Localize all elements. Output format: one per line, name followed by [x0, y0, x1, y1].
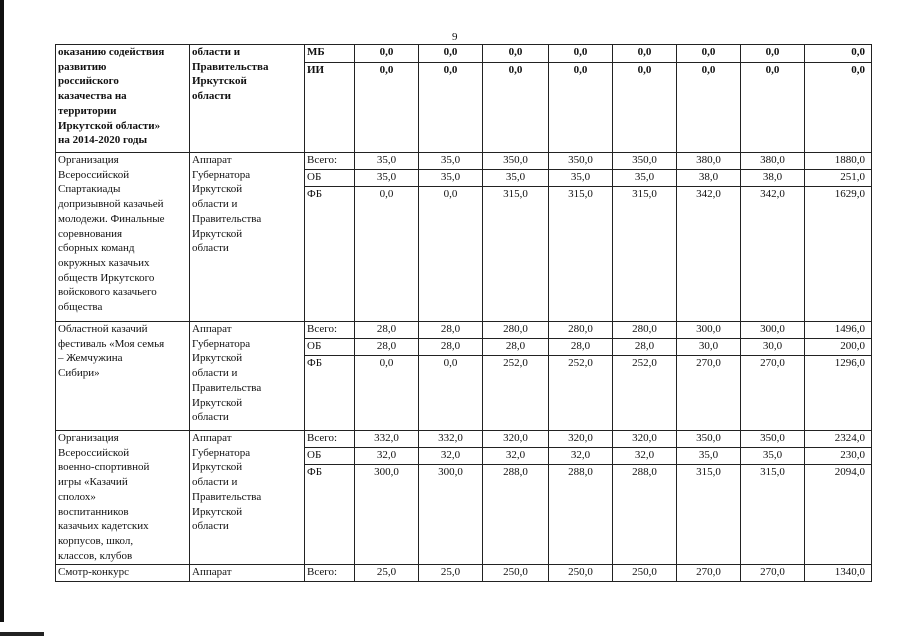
activity-name-cell: оказанию содействия развитию российского казачества на территории Иркутской области» на 2014-2020 годы — [56, 45, 190, 153]
year-value-cell: 28,0 — [419, 339, 483, 356]
year-value-cell: 315,0 — [677, 465, 741, 565]
year-value-cell: 332,0 — [355, 431, 419, 448]
year-value-cell: 0,0 — [483, 45, 549, 63]
year-value-cell: 250,0 — [483, 565, 549, 582]
year-value-cell: 300,0 — [419, 465, 483, 565]
year-value-cell: 250,0 — [549, 565, 613, 582]
year-value-cell: 320,0 — [483, 431, 549, 448]
total-value-cell: 1340,0 — [805, 565, 872, 582]
year-value-cell: 0,0 — [549, 63, 613, 153]
funding-source-cell: МБ — [305, 45, 355, 63]
year-value-cell: 0,0 — [355, 63, 419, 153]
executor-cell: Аппарат Губернатора Иркутской области и Правительства Иркутской области — [190, 153, 305, 322]
year-value-cell: 35,0 — [419, 170, 483, 187]
year-value-cell: 270,0 — [677, 565, 741, 582]
year-value-cell: 300,0 — [741, 322, 805, 339]
table-row — [56, 153, 872, 170]
year-value-cell: 0,0 — [677, 45, 741, 63]
table-row — [56, 45, 872, 63]
year-value-cell: 0,0 — [613, 45, 677, 63]
funding-source-cell: Всего: — [305, 431, 355, 448]
year-value-cell: 252,0 — [549, 356, 613, 431]
scan-bottom-mark — [0, 632, 44, 636]
funding-source-cell: ФБ — [305, 187, 355, 322]
total-value-cell: 200,0 — [805, 339, 872, 356]
year-value-cell: 288,0 — [613, 465, 677, 565]
year-value-cell: 380,0 — [677, 153, 741, 170]
year-value-cell: 0,0 — [355, 45, 419, 63]
year-value-cell: 35,0 — [483, 170, 549, 187]
year-value-cell: 350,0 — [549, 153, 613, 170]
funding-source-cell: ФБ — [305, 465, 355, 565]
activity-name-cell: Областной казачий фестиваль «Моя семья – Жемчужина Сибири» — [56, 322, 190, 431]
year-value-cell: 35,0 — [677, 448, 741, 465]
year-value-cell: 30,0 — [677, 339, 741, 356]
year-value-cell: 28,0 — [549, 339, 613, 356]
total-value-cell: 0,0 — [805, 63, 872, 153]
funding-source-cell: ОБ — [305, 170, 355, 187]
funding-source-cell: ФБ — [305, 356, 355, 431]
year-value-cell: 320,0 — [613, 431, 677, 448]
year-value-cell: 0,0 — [419, 63, 483, 153]
table-row — [56, 431, 872, 448]
year-value-cell: 252,0 — [483, 356, 549, 431]
year-value-cell: 320,0 — [549, 431, 613, 448]
year-value-cell: 288,0 — [549, 465, 613, 565]
year-value-cell: 28,0 — [419, 322, 483, 339]
funding-source-cell: ИИ — [305, 63, 355, 153]
funding-source-cell: ОБ — [305, 448, 355, 465]
year-value-cell: 35,0 — [613, 170, 677, 187]
total-value-cell: 1880,0 — [805, 153, 872, 170]
activity-name-cell: Смотр-конкурс — [56, 565, 190, 582]
program-table — [55, 44, 872, 582]
year-value-cell: 25,0 — [419, 565, 483, 582]
scan-left-edge — [0, 0, 4, 622]
year-value-cell: 0,0 — [549, 45, 613, 63]
year-value-cell: 350,0 — [483, 153, 549, 170]
year-value-cell: 300,0 — [677, 322, 741, 339]
year-value-cell: 315,0 — [613, 187, 677, 322]
year-value-cell: 35,0 — [355, 153, 419, 170]
year-value-cell: 30,0 — [741, 339, 805, 356]
year-value-cell: 32,0 — [549, 448, 613, 465]
year-value-cell: 315,0 — [741, 465, 805, 565]
page-number: 9 — [452, 31, 458, 43]
funding-source-cell: ОБ — [305, 339, 355, 356]
year-value-cell: 288,0 — [483, 465, 549, 565]
executor-cell: Аппарат Губернатора Иркутской области и Правительства Иркутской области — [190, 322, 305, 431]
year-value-cell: 342,0 — [677, 187, 741, 322]
year-value-cell: 0,0 — [613, 63, 677, 153]
year-value-cell: 350,0 — [677, 431, 741, 448]
year-value-cell: 270,0 — [677, 356, 741, 431]
year-value-cell: 280,0 — [483, 322, 549, 339]
funding-source-cell: Всего: — [305, 565, 355, 582]
funding-source-cell: Всего: — [305, 153, 355, 170]
year-value-cell: 38,0 — [741, 170, 805, 187]
year-value-cell: 0,0 — [741, 45, 805, 63]
year-value-cell: 315,0 — [483, 187, 549, 322]
total-value-cell: 1496,0 — [805, 322, 872, 339]
year-value-cell: 25,0 — [355, 565, 419, 582]
year-value-cell: 28,0 — [613, 339, 677, 356]
year-value-cell: 35,0 — [741, 448, 805, 465]
table-row — [56, 565, 872, 582]
year-value-cell: 270,0 — [741, 356, 805, 431]
total-value-cell: 251,0 — [805, 170, 872, 187]
total-value-cell: 2094,0 — [805, 465, 872, 565]
activity-name-cell: Организация Всероссийской Спартакиады допризывной казачьей молодежи. Финальные соревнования сборных команд окружных казачьих обществ Иркутского войскового казачьего общества — [56, 153, 190, 322]
year-value-cell: 280,0 — [613, 322, 677, 339]
year-value-cell: 342,0 — [741, 187, 805, 322]
year-value-cell: 332,0 — [419, 431, 483, 448]
year-value-cell: 35,0 — [549, 170, 613, 187]
activity-name-cell: Организация Всероссийской военно-спортивной игры «Казачий сполох» воспитанников казачьих кадетских корпусов, школ, классов, клубов — [56, 431, 190, 565]
total-value-cell: 1296,0 — [805, 356, 872, 431]
year-value-cell: 28,0 — [355, 322, 419, 339]
total-value-cell: 230,0 — [805, 448, 872, 465]
year-value-cell: 0,0 — [741, 63, 805, 153]
year-value-cell: 35,0 — [419, 153, 483, 170]
year-value-cell: 0,0 — [419, 187, 483, 322]
year-value-cell: 315,0 — [549, 187, 613, 322]
year-value-cell: 280,0 — [549, 322, 613, 339]
total-value-cell: 1629,0 — [805, 187, 872, 322]
executor-cell: Аппарат — [190, 565, 305, 582]
year-value-cell: 252,0 — [613, 356, 677, 431]
year-value-cell: 350,0 — [741, 431, 805, 448]
year-value-cell: 35,0 — [355, 170, 419, 187]
year-value-cell: 300,0 — [355, 465, 419, 565]
year-value-cell: 38,0 — [677, 170, 741, 187]
year-value-cell: 0,0 — [483, 63, 549, 153]
executor-cell: области и Правительства Иркутской области — [190, 45, 305, 153]
total-value-cell: 2324,0 — [805, 431, 872, 448]
year-value-cell: 0,0 — [677, 63, 741, 153]
year-value-cell: 32,0 — [355, 448, 419, 465]
total-value-cell: 0,0 — [805, 45, 872, 63]
year-value-cell: 28,0 — [483, 339, 549, 356]
year-value-cell: 32,0 — [613, 448, 677, 465]
year-value-cell: 32,0 — [483, 448, 549, 465]
funding-source-cell: Всего: — [305, 322, 355, 339]
year-value-cell: 0,0 — [419, 356, 483, 431]
year-value-cell: 0,0 — [355, 356, 419, 431]
executor-cell: Аппарат Губернатора Иркутской области и Правительства Иркутской области — [190, 431, 305, 565]
year-value-cell: 28,0 — [355, 339, 419, 356]
year-value-cell: 32,0 — [419, 448, 483, 465]
year-value-cell: 0,0 — [355, 187, 419, 322]
table-row — [56, 322, 872, 339]
year-value-cell: 270,0 — [741, 565, 805, 582]
year-value-cell: 250,0 — [613, 565, 677, 582]
year-value-cell: 380,0 — [741, 153, 805, 170]
year-value-cell: 350,0 — [613, 153, 677, 170]
year-value-cell: 0,0 — [419, 45, 483, 63]
